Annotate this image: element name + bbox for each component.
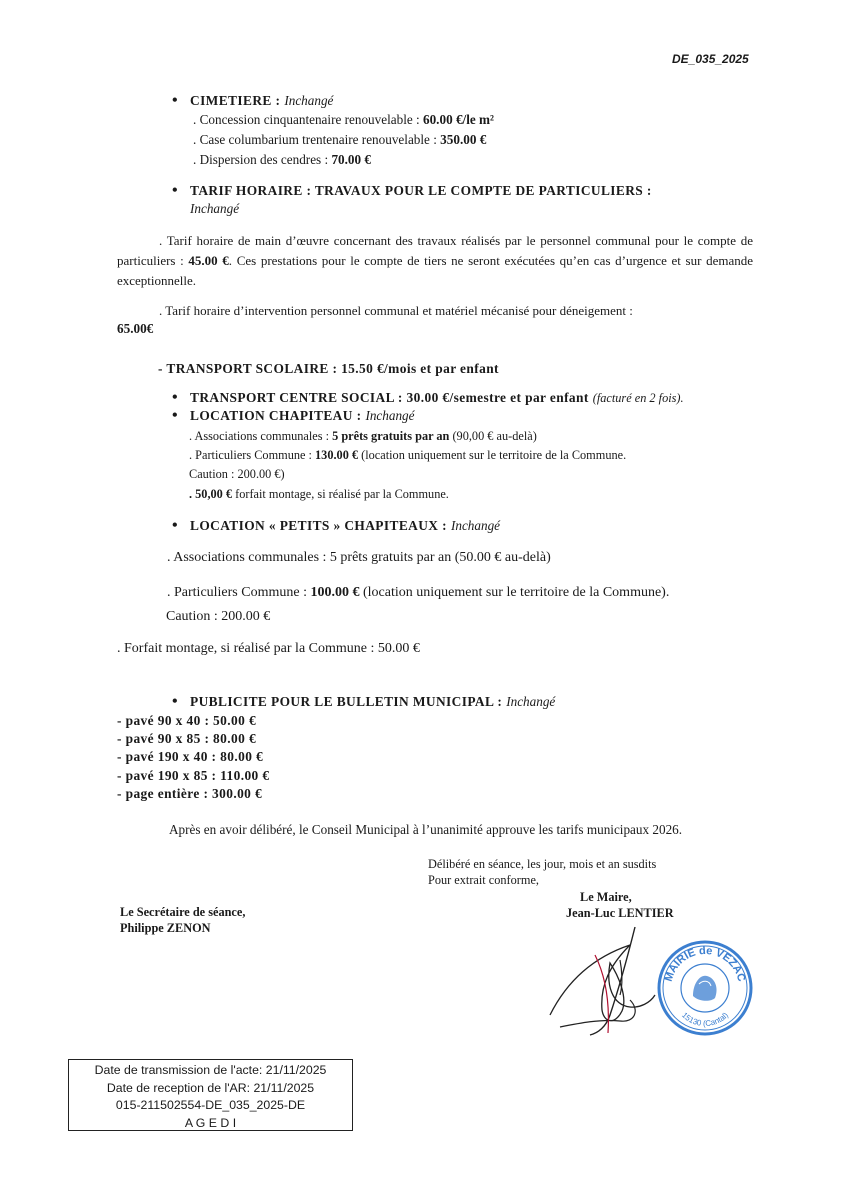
list-item: . Concession cinquantenaire renouvelable : 60.00 €/le m² <box>193 112 494 127</box>
secretaire-name: Philippe ZENON <box>120 921 211 935</box>
section-publicite-heading: • PUBLICITE POUR LE BULLETIN MUNICIPAL : Inchangé <box>172 693 556 710</box>
secretaire-title: Le Secrétaire de séance, <box>120 905 246 919</box>
section-cimetiere-heading: • CIMETIERE : Inchangé <box>172 92 334 109</box>
transport-scolaire-line: - TRANSPORT SCOLAIRE : 15.50 €/mois et par enfant <box>158 361 499 376</box>
section-tarif-horaire-heading: • TARIF HORAIRE : TRAVAUX POUR LE COMPTE DE PARTICULIERS : <box>172 182 652 199</box>
maire-title: Le Maire, <box>580 890 632 904</box>
section-chapiteau-heading: • LOCATION CHAPITEAU : Inchangé <box>172 407 415 424</box>
maire-name: Jean-Luc LENTIER <box>566 906 674 920</box>
bullet-icon: • <box>172 517 178 534</box>
transmission-box <box>68 1059 353 1131</box>
list-item: . Dispersion des cendres : 70.00 € <box>193 152 371 167</box>
list-item: . Case columbarium trentenaire renouvelable : 350.00 € <box>193 132 487 147</box>
chapiteau-caution: Caution : 200.00 €) <box>189 467 285 481</box>
list-item: - pavé 190 x 85 : 110.00 € <box>117 768 270 783</box>
document-reference: DE_035_2025 <box>672 52 749 66</box>
section-petits-chapiteaux-heading: • LOCATION « PETITS » CHAPITEAUX : Inchangé <box>172 517 501 534</box>
bullet-icon: • <box>172 92 178 109</box>
signature-scribble <box>540 915 670 1045</box>
bullet-icon: • <box>172 693 178 710</box>
list-item: - pavé 90 x 40 : 50.00 € <box>117 713 257 728</box>
conclusion-text: Après en avoir délibéré, le Conseil Municipal à l’unanimité approuve les tarifs municipaux 2026. <box>169 822 683 837</box>
bullet-icon: • <box>172 407 178 424</box>
petits-chapiteaux-caution: Caution : 200.00 € <box>166 609 271 624</box>
chapiteau-forfait: . 50,00 € forfait montage, si réalisé par la Commune. <box>189 487 449 501</box>
deliberation-line-1: Délibéré en séance, les jour, mois et an susdits <box>428 857 657 871</box>
list-item: - pavé 90 x 85 : 80.00 € <box>117 731 257 746</box>
petits-chapiteaux-forfait: . Forfait montage, si réalisé par la Commune : 50.00 € <box>117 641 420 656</box>
stamp-bottom-text: 15130 (Cantal) <box>679 1010 731 1029</box>
tarif-horaire-paragraph-1: . Tarif horaire de main d’œuvre concernant des travaux réalisés par le personnel communal pour le compte de particuliers : 45.00 €. Ces prestations pour le compte de tiers ne seront exécutées qu’en cas d’urgence et sur demande exceptionnelle. <box>117 233 754 288</box>
agedi-label: A G E D I <box>184 1115 237 1130</box>
petits-chapiteaux-particuliers: . Particuliers Commune : 100.00 € (location uniquement sur le territoire de la Commune). <box>167 585 670 600</box>
reception-date: Date de reception de l'AR: 21/11/2025 <box>106 1080 315 1095</box>
deliberation-line-2: Pour extrait conforme, <box>428 873 539 887</box>
deneigement-price: 65.00€ <box>117 321 154 336</box>
bullet-icon: • <box>172 182 178 199</box>
list-item: - pavé 190 x 40 : 80.00 € <box>117 749 264 764</box>
act-identifier: 015-211502554-DE_035_2025-DE <box>115 1098 306 1112</box>
chapiteau-associations: . Associations communales : 5 prêts gratuits par an (90,00 € au-delà) <box>189 429 537 443</box>
mairie-stamp-icon <box>655 938 755 1038</box>
section-transport-centre-heading: • TRANSPORT CENTRE SOCIAL : 30.00 €/semestre et par enfant (facturé en 2 fois). <box>172 389 684 406</box>
chapiteau-particuliers: . Particuliers Commune : 130.00 € (location uniquement sur le territoire de la Commune. <box>189 448 627 462</box>
list-item: - page entière : 300.00 € <box>117 786 263 801</box>
stamp-top-text: MAIRIE de VEZAC <box>662 944 748 983</box>
petits-chapiteaux-associations: . Associations communales : 5 prêts gratuits par an (50.00 € au-delà) <box>167 550 551 565</box>
svg-text:15130 (Cantal) <box>680 1010 730 1028</box>
bullet-icon: • <box>172 389 178 406</box>
transmission-date: Date de transmission de l'acte: 21/11/2025 <box>94 1063 327 1077</box>
tarif-horaire-status: Inchangé <box>190 201 240 216</box>
tarif-horaire-paragraph-2: . Tarif horaire d’intervention personnel communal et matériel mécanisé pour déneigement : <box>159 303 633 318</box>
